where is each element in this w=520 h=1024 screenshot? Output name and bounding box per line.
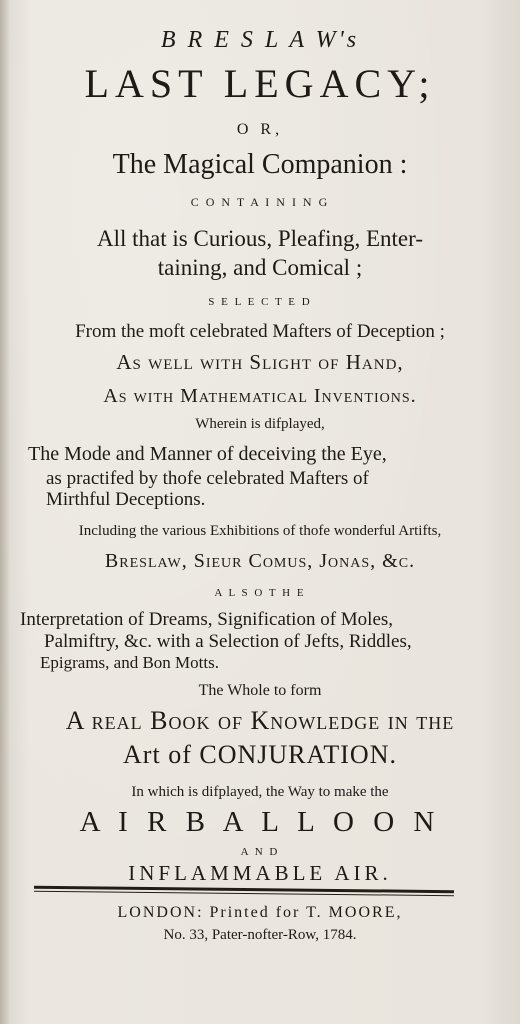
balloon-intro-line: In which is difplayed, the Way to make the [131, 784, 389, 800]
imprint-line-2: No. 33, Pater-nofter-Row, 1784. [163, 927, 357, 943]
imprint-line-1: LONDON: Printed for T. MOORE, [117, 904, 403, 921]
containing-label: C O N T A I N I N G [190, 195, 330, 209]
contents-line-3: Epigrams, and Bon Motts. [40, 653, 219, 672]
description-line-6: The Mode and Manner of deceiving the Eye, [28, 443, 387, 465]
main-title: LAST LEGACY; [84, 61, 436, 106]
contents-line-2: Palmiftry, &c. with a Selection of Jefts, Riddles, [44, 631, 412, 652]
description-line-1: All that is Curious, Pleafing, Enter- [97, 226, 423, 251]
also-the-label: A L S O T H E [214, 587, 306, 599]
description-line-5: As with Mathematical Inventions. [103, 385, 417, 407]
subtitle: The Magical Companion : [112, 149, 408, 180]
artists-line: Breslaw, Sieur Comus, Jonas, &c. [104, 550, 416, 572]
title-author-line: B R E S L A W's [160, 27, 360, 53]
including-line: Including the various Exhibitions of thofe wonderful Artifts, [78, 523, 442, 539]
wherein-line: Wherein is difplayed, [195, 416, 325, 432]
description-line-4: As well with Slight of Hand, [116, 350, 404, 374]
conjuration-line: Art of CONJURATION. [123, 740, 397, 769]
description-line-7: as practifed by thofe celebrated Mafters of [46, 468, 369, 489]
description-line-2: taining, and Comical ; [157, 255, 363, 280]
inflammable-air-line: INFLAMMABLE AIR. [128, 861, 392, 885]
and-label: A N D [240, 846, 280, 858]
selected-label: S E L E C T E D [208, 296, 312, 308]
contents-line-1: Interpretation of Dreams, Signification of Moles, [20, 609, 394, 630]
or-line: O R, [236, 121, 284, 138]
air-balloon-line: A I R B A L L O O N [79, 806, 441, 838]
description-line-3: From the moft celebrated Mafters of Deception ; [75, 321, 445, 342]
description-line-8: Mirthful Deceptions. [46, 489, 206, 510]
book-of-knowledge-line: A real Book of Knowledge in the [65, 706, 455, 735]
whole-to-form-line: The Whole to form [198, 682, 322, 699]
